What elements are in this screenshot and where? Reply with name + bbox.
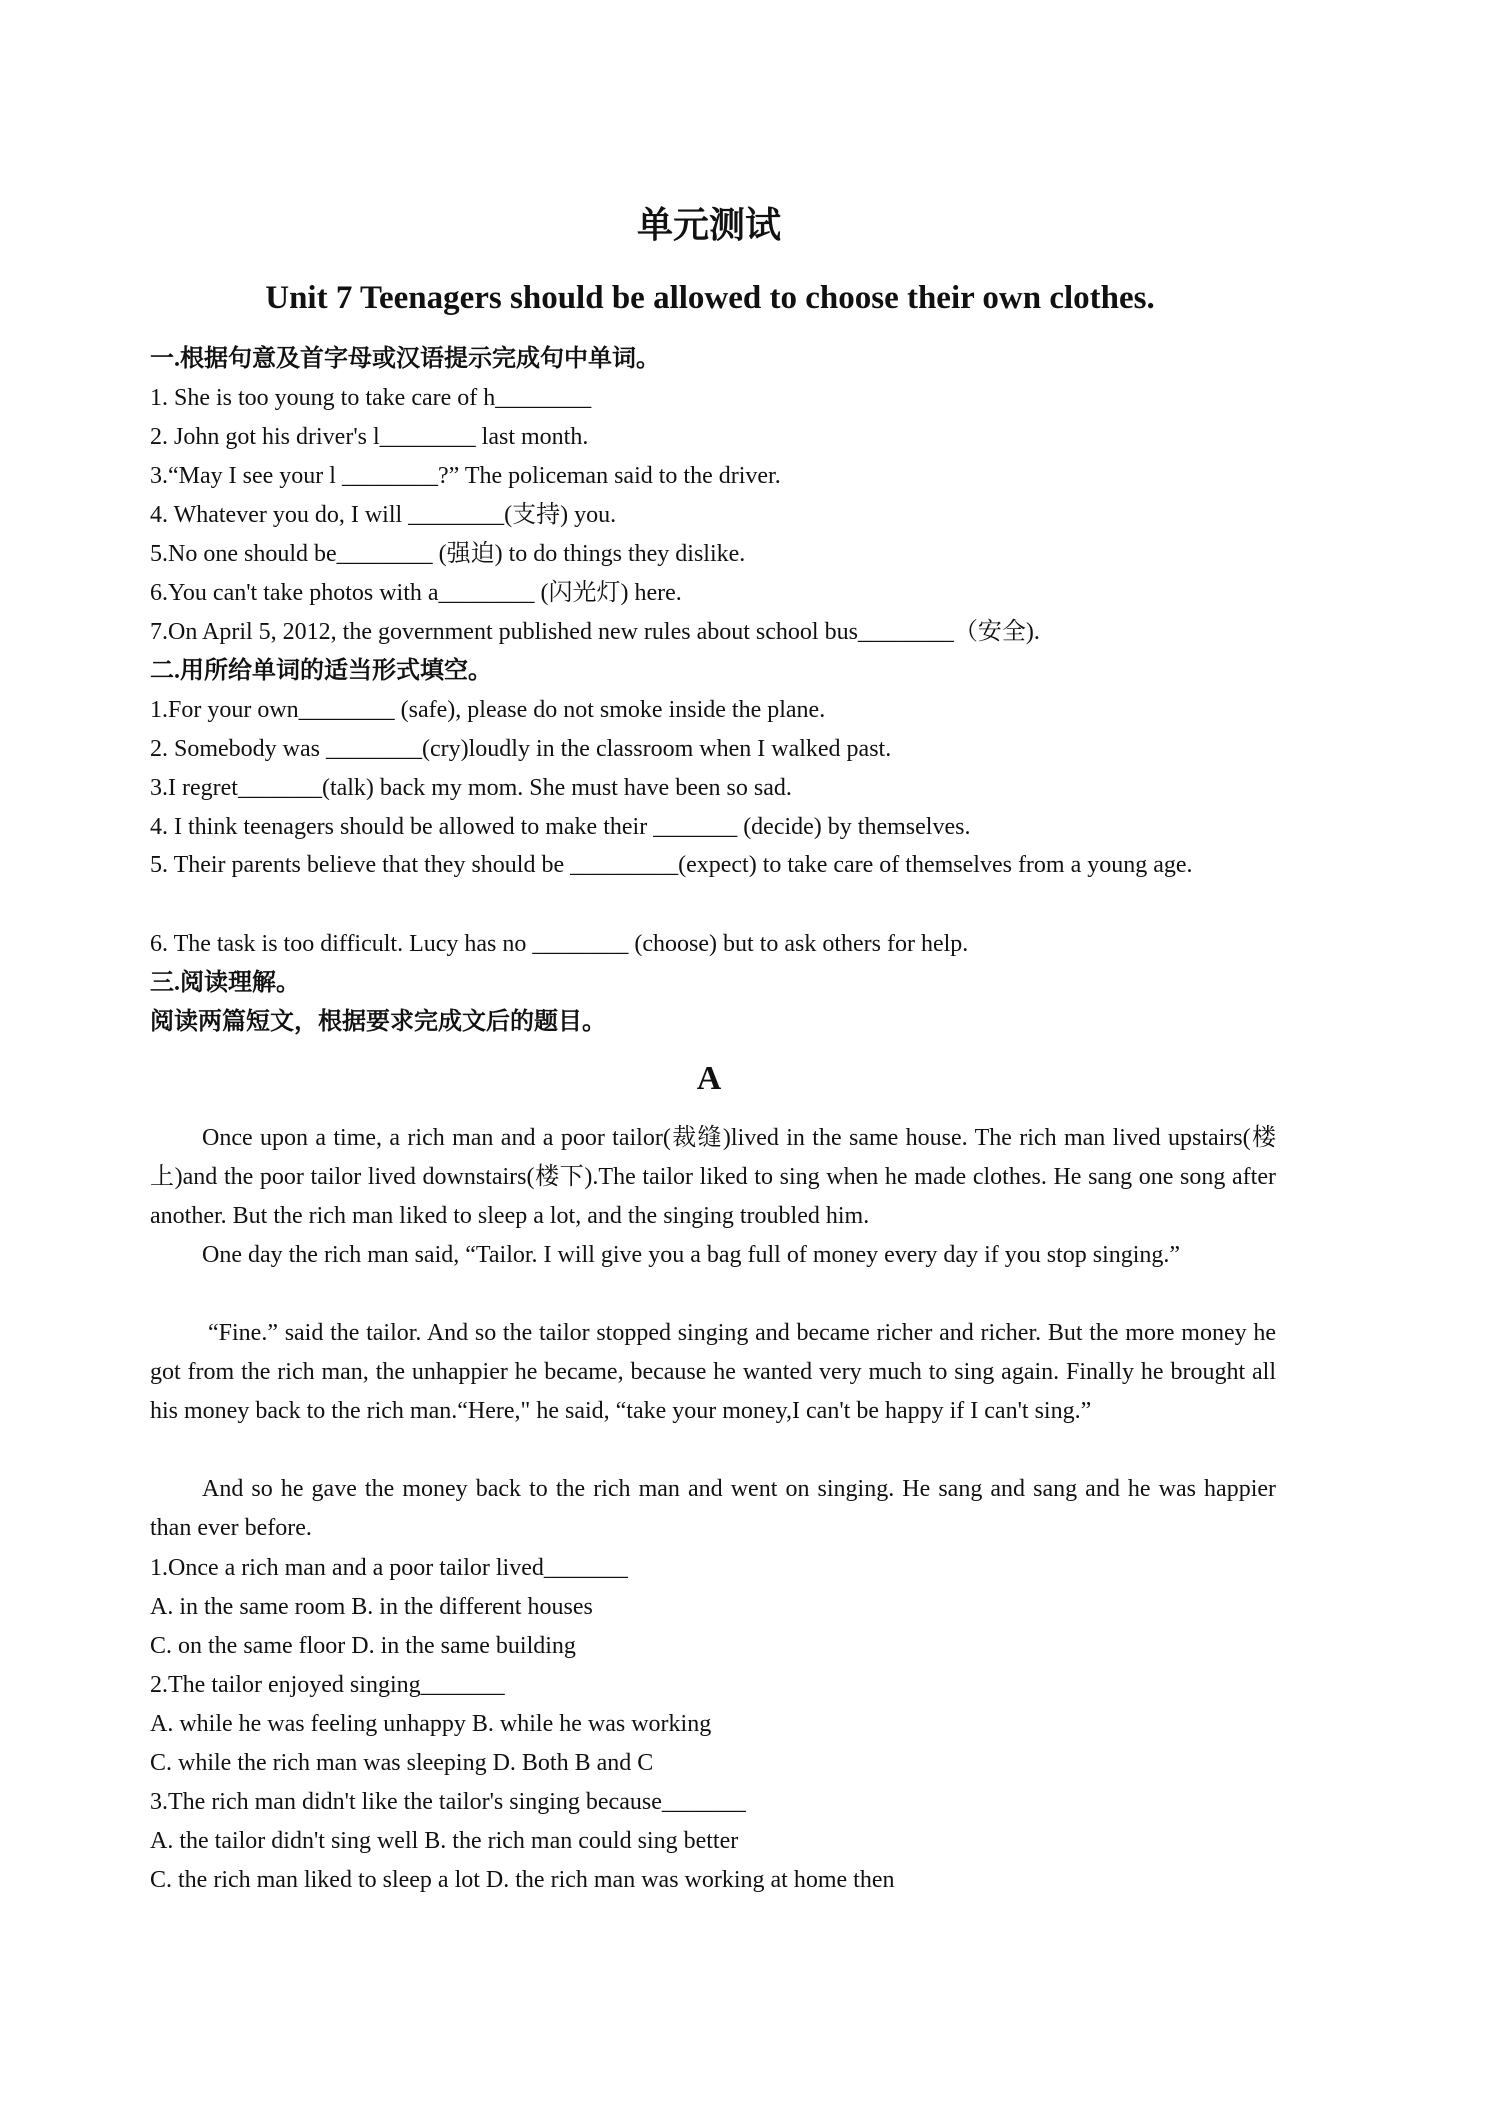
section2-heading: 二.用所给单词的适当形式填空。 bbox=[150, 658, 492, 684]
passage-paragraph-text: One day the rich man said, “Tailor. I will give you a bag full of money every day if you stop singing.” bbox=[202, 1242, 1181, 1268]
passage-paragraph bbox=[150, 1236, 1276, 1275]
question-line: A. the tailor didn't sing well B. the rich man could sing better bbox=[150, 1828, 739, 1854]
question-line: 2.The tailor enjoyed singing_______ bbox=[150, 1672, 505, 1698]
section1-item: 7.On April 5, 2012, the government published new rules about school bus________（安全). bbox=[150, 619, 1040, 645]
section2-item: 5. Their parents believe that they should be _________(expect) to take care of themselves from a young age. bbox=[150, 852, 1193, 878]
passage-paragraph-text: Once upon a time, a rich man and a poor tailor(裁缝)lived in the same house. The rich man lived upstairs(楼上)and the poor tailor lived downstairs(楼下).The tailor liked to sing when he made clothes. He sang one song after another. But the rich man liked to sleep a lot, and the singing troubled him. bbox=[150, 1125, 1276, 1229]
section2-item: 6. The task is too difficult. Lucy has no ________ (choose) but to ask others for help. bbox=[150, 931, 969, 957]
question-line: A. in the same room B. in the different houses bbox=[150, 1594, 593, 1620]
section1-item: 3.“May I see your l ________?” The policeman said to the driver. bbox=[150, 463, 781, 489]
page-title-en: Unit 7 Teenagers should be allowed to choose their own clothes. bbox=[265, 280, 1155, 316]
passage-a-label: A bbox=[696, 1060, 722, 1097]
question-line: 3.The rich man didn't like the tailor's singing because_______ bbox=[150, 1789, 746, 1815]
section3-instruction: 阅读两篇短文，根据要求完成文后的题目。 bbox=[150, 1009, 606, 1035]
question-line: A. while he was feeling unhappy B. while he was working bbox=[150, 1711, 712, 1737]
section2-item: 2. Somebody was ________(cry)loudly in the classroom when I walked past. bbox=[150, 736, 892, 762]
passage-paragraph bbox=[150, 1470, 1276, 1548]
section1-item: 1. She is too young to take care of h________ bbox=[150, 385, 592, 411]
section1-item: 5.No one should be________ (强迫) to do things they dislike. bbox=[150, 541, 746, 567]
question-line: C. on the same floor D. in the same building bbox=[150, 1633, 576, 1659]
section1-item: 2. John got his driver's l________ last month. bbox=[150, 424, 589, 450]
section1-item: 4. Whatever you do, I will ________(支持) you. bbox=[150, 502, 617, 528]
passage-paragraph bbox=[150, 1119, 1276, 1236]
page-title-cn: 单元测试 bbox=[636, 205, 781, 245]
passage-paragraph bbox=[150, 1314, 1276, 1431]
section1-item: 6.You can't take photos with a________ (闪光灯) here. bbox=[150, 580, 682, 606]
question-line: C. while the rich man was sleeping D. Both B and C bbox=[150, 1750, 654, 1776]
section3-heading: 三.阅读理解。 bbox=[150, 970, 300, 996]
question-line: C. the rich man liked to sleep a lot D. the rich man was working at home then bbox=[150, 1867, 895, 1893]
section2-item: 1.For your own________ (safe), please do not smoke inside the plane. bbox=[150, 697, 826, 723]
section2-item: 4. I think teenagers should be allowed to make their _______ (decide) by themselves. bbox=[150, 814, 971, 840]
question-line: 1.Once a rich man and a poor tailor lived_______ bbox=[150, 1555, 628, 1581]
section1-heading: 一.根据句意及首字母或汉语提示完成句中单词。 bbox=[150, 346, 660, 372]
section2-item: 3.I regret_______(talk) back my mom. She must have been so sad. bbox=[150, 775, 792, 801]
passage-paragraph-text: And so he gave the money back to the rich man and went on singing. He sang and sang and he was happier than ever before. bbox=[150, 1476, 1276, 1541]
passage-paragraph-text: “Fine.” said the tailor. And so the tailor stopped singing and became richer and richer. But the more money he got from the rich man, the unhappier he became, because he wanted very much to sing again. Finally he brought all his money back to the rich man.“Here," he said, “take your money,I can't be happy if I can't sing.” bbox=[150, 1320, 1276, 1424]
